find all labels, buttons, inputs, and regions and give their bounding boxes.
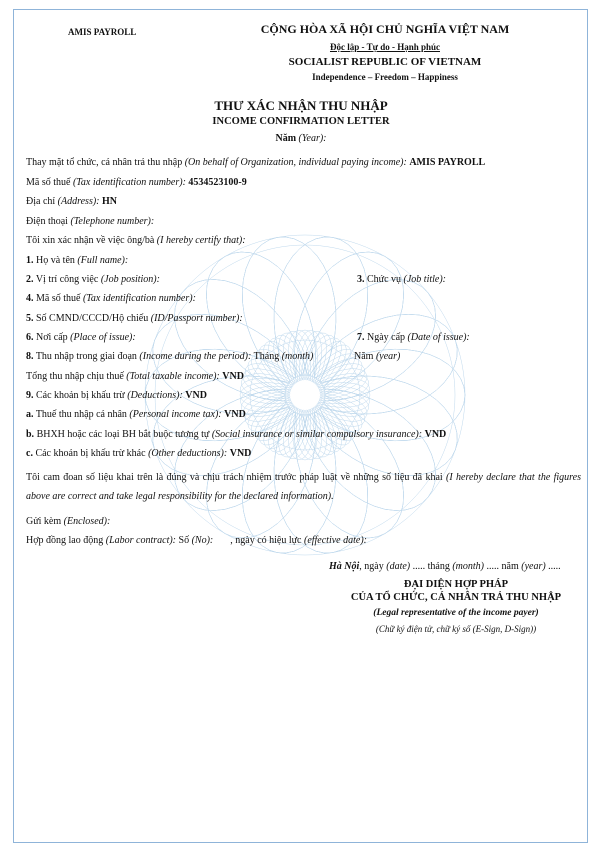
issue-date-label: Ngày cấp	[367, 332, 406, 343]
deductions-value: VND	[185, 390, 207, 401]
job-position-label: Vị trí công việc	[35, 274, 99, 285]
legal-rep-title-2: CỦA TỔ CHỨC, CÁ NHÂN TRẢ THU NHẬP	[350, 592, 562, 603]
org-label: Thay mặt tổ chức, cá nhân trả thu nhập	[26, 157, 183, 168]
declaration-vi: Tôi cam đoan số liệu khai trên là đúng và chịu trách nhiệm trước pháp luật về những số liệu đã khai	[26, 472, 443, 483]
enclosed-line: Gửi kèm (Enclosed):	[26, 516, 111, 527]
motto-en: Independence – Freedom – Happiness	[312, 72, 458, 82]
country-name-vi: CỘNG HÒA XÃ HỘI CHỦ NGHĨA VIỆT NAM	[260, 22, 510, 36]
labor-contract-line: Hợp đồng lao động (Labor contract): Số (No): , ngày có hiệu lực (effective date):	[26, 535, 367, 546]
pit-code-line: 4. Mã số thuế (Tax identification number):	[26, 293, 196, 304]
id-number-line: 5. Số CMND/CCCD/Hộ chiếu (ID/Passport number):	[26, 313, 243, 324]
legal-rep-title-en: (Legal representative of the income payer)	[373, 608, 539, 618]
tax-label: Mã số thuế	[26, 177, 71, 188]
country-name-en: SOCIALIST REPUBLIC OF VIETNAM	[288, 56, 482, 68]
other-deductions-value: VND	[229, 448, 252, 459]
address-label-en: (Address):	[57, 196, 100, 207]
insurance-line: b. BHXH hoặc các loại BH bắt buộc tương tự (Social insurance or similar compulsory insurance): VND	[26, 429, 447, 440]
contract-number-label: Số	[178, 535, 190, 546]
phone-label-en: (Telephone number):	[70, 216, 155, 227]
tax-line	[26, 177, 247, 188]
address-value: HN	[102, 196, 117, 207]
insurance-value: VND	[424, 429, 447, 440]
declaration-paragraph	[26, 468, 581, 506]
id-number-label: Số CMND/CCCD/Hộ chiếu	[36, 313, 149, 324]
income-period-line: 8. Thu nhập trong giai đoạn (Income during the period): Tháng (month)	[26, 351, 314, 362]
tax-value: 4534523100-9	[188, 177, 247, 188]
title-en: INCOME CONFIRMATION LETTER	[212, 116, 390, 127]
pit-deduction-value: VND	[224, 409, 246, 420]
enclosed-label: Gửi kèm	[26, 516, 62, 527]
effective-date-label: , ngày có hiệu lực	[230, 535, 302, 546]
insurance-label: BHXH hoặc các loại BH bắt buộc tương tự	[36, 429, 210, 440]
org-value: AMIS PAYROLL	[409, 157, 486, 168]
org-label-en: (On behalf of Organization, individual paying income):	[184, 157, 407, 168]
signature-note: (Chữ ký điện tử, chữ ký số (E-Sign, D-Sign))	[375, 624, 537, 634]
job-title-label: Chức vụ	[367, 274, 402, 285]
taxable-income-line: Tổng thu nhập chịu thuế (Total taxable income): VND	[26, 371, 244, 382]
certify-label-en: (I hereby certify that):	[156, 235, 246, 246]
address-label: Địa chỉ	[26, 196, 56, 207]
year-line	[0, 133, 602, 144]
taxable-income-label: Tổng thu nhập chịu thuế	[26, 371, 124, 382]
org-line	[26, 157, 485, 168]
full-name-line: 1. Họ và tên (Full name):	[26, 255, 129, 266]
year-label-en: (Year):	[298, 133, 327, 144]
deductions-label: Các khoản bị khấu trừ	[36, 390, 125, 401]
job-position-line: 2. Vị trí công việc (Job position):	[26, 274, 160, 285]
labor-contract-label: Hợp đồng lao động	[26, 535, 104, 546]
other-deductions-line: c. Các khoản bị khấu trừ khác (Other deductions): VND	[26, 448, 252, 459]
phone-label: Điện thoại	[26, 216, 68, 227]
certify-line	[26, 235, 246, 246]
income-period-label: Thu nhập trong giai đoạn	[35, 351, 137, 362]
taxable-income-value: VND	[222, 371, 244, 382]
income-year-field: Năm (year)	[354, 351, 401, 362]
pit-deduction-label: Thuế thu nhập cá nhân	[35, 409, 127, 420]
other-deductions-label: Các khoản bị khấu trừ khác	[35, 448, 146, 459]
full-name-label: Họ và tên	[36, 255, 75, 266]
issue-place-label: Nơi cấp	[36, 332, 68, 343]
place-date-line: Hà Nội, ngày (date) ..... tháng (month) ..... năm (year) .....	[329, 561, 561, 572]
issue-place-line: 6. Nơi cấp (Place of issue):	[26, 332, 136, 343]
company-name: AMIS PAYROLL	[68, 27, 137, 37]
deductions-line: 9. Các khoản bị khấu trừ (Deductions): VND	[26, 390, 207, 401]
year-label: Năm	[275, 133, 297, 144]
job-title-line: 3. Chức vụ (Job title):	[357, 274, 447, 285]
issue-date-line: 7. Ngày cấp (Date of issue):	[357, 332, 470, 343]
tax-label-en: (Tax identification number):	[72, 177, 186, 188]
certify-label: Tôi xin xác nhận về việc ông/bà	[26, 235, 155, 246]
declaration-en: (I hereby declare that the figures above are correct and take legal responsibility for the declared information).	[26, 472, 581, 502]
pit-deduction-line: a. Thuế thu nhập cá nhân (Personal income tax): VND	[26, 409, 246, 420]
pit-code-label: Mã số thuế	[36, 293, 81, 304]
motto-vi: Độc lập - Tự do - Hạnh phúc	[329, 42, 440, 52]
title-vi: THƯ XÁC NHẬN THU NHẬP	[214, 98, 388, 113]
legal-rep-title-1: ĐẠI DIỆN HỢP PHÁP	[403, 579, 509, 590]
address-line	[26, 196, 117, 207]
signing-place: Hà Nội	[329, 561, 360, 572]
phone-line	[26, 216, 154, 227]
